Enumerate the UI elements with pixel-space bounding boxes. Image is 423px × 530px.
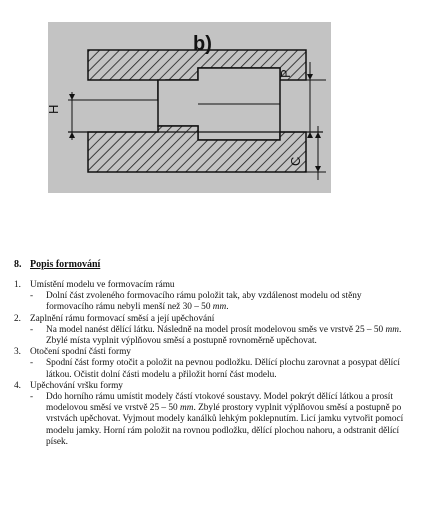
- panel-label: b): [193, 33, 212, 55]
- section-title: Popis formování: [30, 259, 101, 270]
- list-item: 3. Otočení spodní části formy - Spodní část formy otočit a položit na pevnou podložku. Dělící plochu zarovnat a posypat dělící látkou. Očistit dolní části modelu a přiložit horní část modelu.: [14, 347, 410, 381]
- step-detail: Spodní část formy otočit a položit na pevnou podložku. Dělící plochu zarovnat a posypat dělící látkou. Očistit dolní části modelu a přiložit horní část modelu.: [46, 358, 400, 380]
- section-number: 8.: [14, 259, 22, 270]
- h-label: H: [46, 104, 61, 114]
- step-number: 2.: [14, 313, 21, 324]
- p-label: P: [278, 69, 293, 78]
- step-title: Upěchování vršku formy: [30, 380, 123, 391]
- steps-list: [14, 280, 410, 448]
- step-title: Zaplnění rámu formovací směsí a její upěchování: [30, 313, 215, 324]
- step-title: Umístění modelu ve formovacím rámu: [30, 280, 175, 290]
- mold-cross-section-figure: [48, 22, 331, 193]
- c-label: C: [288, 156, 303, 166]
- step-number: 4.: [14, 380, 21, 391]
- step-detail: Dolní část zvoleného formovacího rámu položit tak, aby vzdálenost modelu od stěny formovacího rámu nebyli menší než 30 – 50 mm.: [46, 291, 362, 313]
- step-number: 3.: [14, 347, 21, 358]
- mold-drawing: [48, 22, 331, 193]
- section-heading: [14, 259, 100, 270]
- list-item: 4. Upěchování vršku formy - Ddo horního rámu umístit modely částí vtokové soustavy. Model pokrýt dělící látkou a prosít modelovou směsí ve vrstvě 25 – 50 mm. Zbylé prostory vyplnit výplňovou směsí a postupně po vrstvách upěchovat. Vyjmout modely kanálků lehkým poklepnutím. Licí jamku vytvořit pomocí modelu jamky. Horní rám položit na rovnou podložku, dělící plochou nahoru, a odstranit dělící písek.: [14, 381, 410, 448]
- step-title: Otočení spodní části formy: [30, 347, 131, 358]
- list-item: 2. Zaplnění rámu formovací směsí a její upěchování - Na model nanést dělící látku. Následně na model prosít modelovou směs ve vrstvě 25 – 50 mm. Zbylé místa vyplnit výplňovou směsí a postupně rovnoměrně upěchovat.: [14, 314, 410, 348]
- list-item: 1. Umístění modelu ve formovacím rámu - Dolní část zvoleného formovacího rámu položit tak, aby vzdálenost modelu od stěny formovacího rámu nebyli menší než 30 – 50 mm.: [14, 280, 410, 314]
- step-number: 1.: [14, 280, 21, 290]
- step-detail: Ddo horního rámu umístit modely částí vtokové soustavy. Model pokrýt dělící látkou a prosít modelovou směsí ve vrstvě 25 – 50 mm. Zbylé prostory vyplnit výplňovou směsí a postupně po vrstvách upěchovat. Vyjmout modely kanálků lehkým poklepnutím. Licí jamku vytvořit pomocí modelu jamky. Horní rám položit na rovnou podložku, dělící plochou nahoru, a odstranit dělící písek.: [46, 392, 404, 447]
- step-detail: Na model nanést dělící látku. Následně na model prosít modelovou směs ve vrstvě 25 – 50 mm. Zbylé místa vyplnit výplňovou směsí a postupně rovnoměrně upěchovat.: [46, 324, 402, 347]
